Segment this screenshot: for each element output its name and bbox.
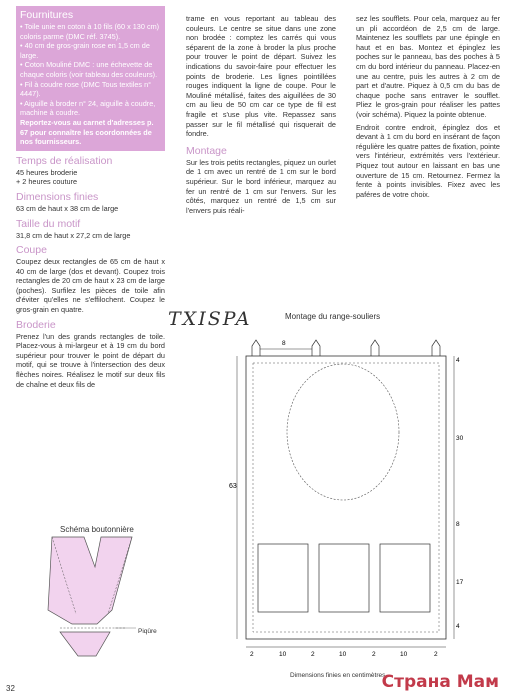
dim-bottom: 10: [279, 651, 287, 658]
dim-bottom: 2: [372, 651, 376, 658]
temps-title: Temps de réalisation: [16, 154, 113, 167]
dim-right: 4: [456, 623, 460, 630]
fournitures-title: Fournitures: [20, 9, 74, 21]
fournitures-item: • Fil à coudre rose (DMC Tous textiles n° 4447).: [20, 79, 152, 99]
diagram-title: Montage du range-souliers: [285, 312, 381, 321]
coupe-text: Coupez deux rectangles de 65 cm de haut x 40 cm de large (dos et devant). Coupez trois rectangles de 20 cm de haut x 23 cm de large (poches). Surfilez les pièces de toile afin d'éviter qu'elles ne s'effilochent. Coupez le gros-grain en quatre.: [16, 257, 165, 315]
fixing-tabs: [252, 340, 440, 356]
dim-bottom: 2: [311, 651, 315, 658]
dim-bottom: 2: [250, 651, 254, 658]
page-number: 32: [6, 684, 15, 693]
buttonhole-schema: [48, 537, 136, 656]
temps-line: 45 heures broderie: [16, 167, 78, 177]
dim-bottom: 10: [339, 651, 347, 658]
dim-bottom: 2: [434, 651, 438, 658]
panel-outline: [246, 356, 446, 639]
dim-left: 63: [229, 483, 237, 490]
coupe-title: Coupe: [16, 244, 47, 257]
diagram-caption: Dimensions finies en centimètres: [290, 672, 386, 679]
col2-text: trame en vous reportant au tableau des couleurs. Le centre se situe dans une zone non brodée : comptez les carrés qui vous séparent de la zone à broder la plus proche pour trouver le point de départ. Suivez les indications du savoir-faire pour effectuer les points de broderie. Les lignes pointillées rouges indiquent la ligne de coupe. Pour le Mouliné métallisé, faites des aiguillées de 30 cm au lieu de 50 cm car ce type de fil est fragile et s'use plus vite. Repassez sans passer sur le fil métallisé qui risquerait de fondre.: [186, 14, 336, 139]
montage-text: Sur les trois petits rectangles, piquez un ourlet de 1 cm avec un rentré de 1 cm sur le bord supérieur. Sur le bord inférieur, marquez au fer un rentré de 1 cm sur l'envers. Sur les côtés, marquez un rentré de 1,5 cm sur l'envers puis réali-: [186, 157, 336, 215]
schema-title: Schéma boutonnière: [60, 525, 134, 534]
dim-right: 17: [456, 579, 464, 586]
dim-right: 30: [456, 435, 464, 442]
fournitures-item: • Aiguille à broder n° 24, aiguille à coudre, machine à coudre.: [20, 98, 156, 118]
broderie-title: Broderie: [16, 318, 56, 331]
dimensions-text: 63 cm de haut x 38 cm de large: [16, 203, 119, 213]
taille-text: 31,8 cm de haut x 27,2 cm de large: [16, 230, 131, 240]
schema-label: Piqûre: [138, 628, 157, 635]
dimensions-title: Dimensions finies: [16, 190, 99, 203]
broderie-text: Prenez l'un des grands rectangles de toile. Placez-vous à mi-largeur et à 19 cm du bord supérieur pour trouver le point de départ du motif, qui se trouve à l'intersection des deux flèches noires. Réalisez le motif sur deux fils de chaîne et deux fils de: [16, 331, 165, 389]
fournitures-item: • Coton Mouliné DMC : une échevette de chaque coloris (voir tableau des couleurs).: [20, 60, 158, 79]
fournitures-item: • Toile unie en coton à 10 fils (60 x 130 cm) coloris parme (DMC réf. 3745).: [20, 22, 160, 41]
taille-title: Taille du motif: [16, 217, 81, 230]
fournitures-note: Reportez-vous au carnet d'adresses p. 67 pour connaître les coordonnées de nos fournisseurs.: [20, 117, 154, 147]
dim-top: 8: [282, 340, 286, 347]
fournitures-item: • 40 cm de gros-grain rose en 1,5 cm de large.: [20, 41, 150, 60]
dim-bottom: 10: [400, 651, 408, 658]
dim-right: 8: [456, 521, 460, 528]
col3-text: sez les soufflets. Pour cela, marquez au fer un pli accordéon de 2,5 cm de large. Maintenez les soufflets par une épingle en haut et en bas. Montez et épinglez les poches sur le panneau, bas des poches à 5 cm du bord intérieur du panneau. Placez-en une au centre, puis les autres à 2 cm de part et d'autre. Piquez à 0,5 cm du bas de chaque poche sans entraver le soufflet. Pliez le gros-grain pour réaliser les pattes (voir schéma). Piquez la pointe obtenue.: [356, 14, 500, 119]
montage-title: Montage: [186, 144, 227, 157]
temps-line: + 2 heures couture: [16, 177, 78, 187]
dim-right: 4: [456, 357, 460, 364]
watermark: Страна Мам: [381, 672, 499, 692]
col3-text2: Endroit contre endroit, épinglez dos et devant à 1 cm du bord en insérant de façon régulière les quatre pattes de fixation, pointe vers l'intérieur, extrémités vers l'extérieur. Piquez tout autour en laissant en bas une ouverture de 15 cm. Retournez. Fermez la fente à points invisibles. Fixez avec les paféres de votre choix.: [356, 122, 500, 199]
logo: TXISPA: [168, 308, 252, 330]
